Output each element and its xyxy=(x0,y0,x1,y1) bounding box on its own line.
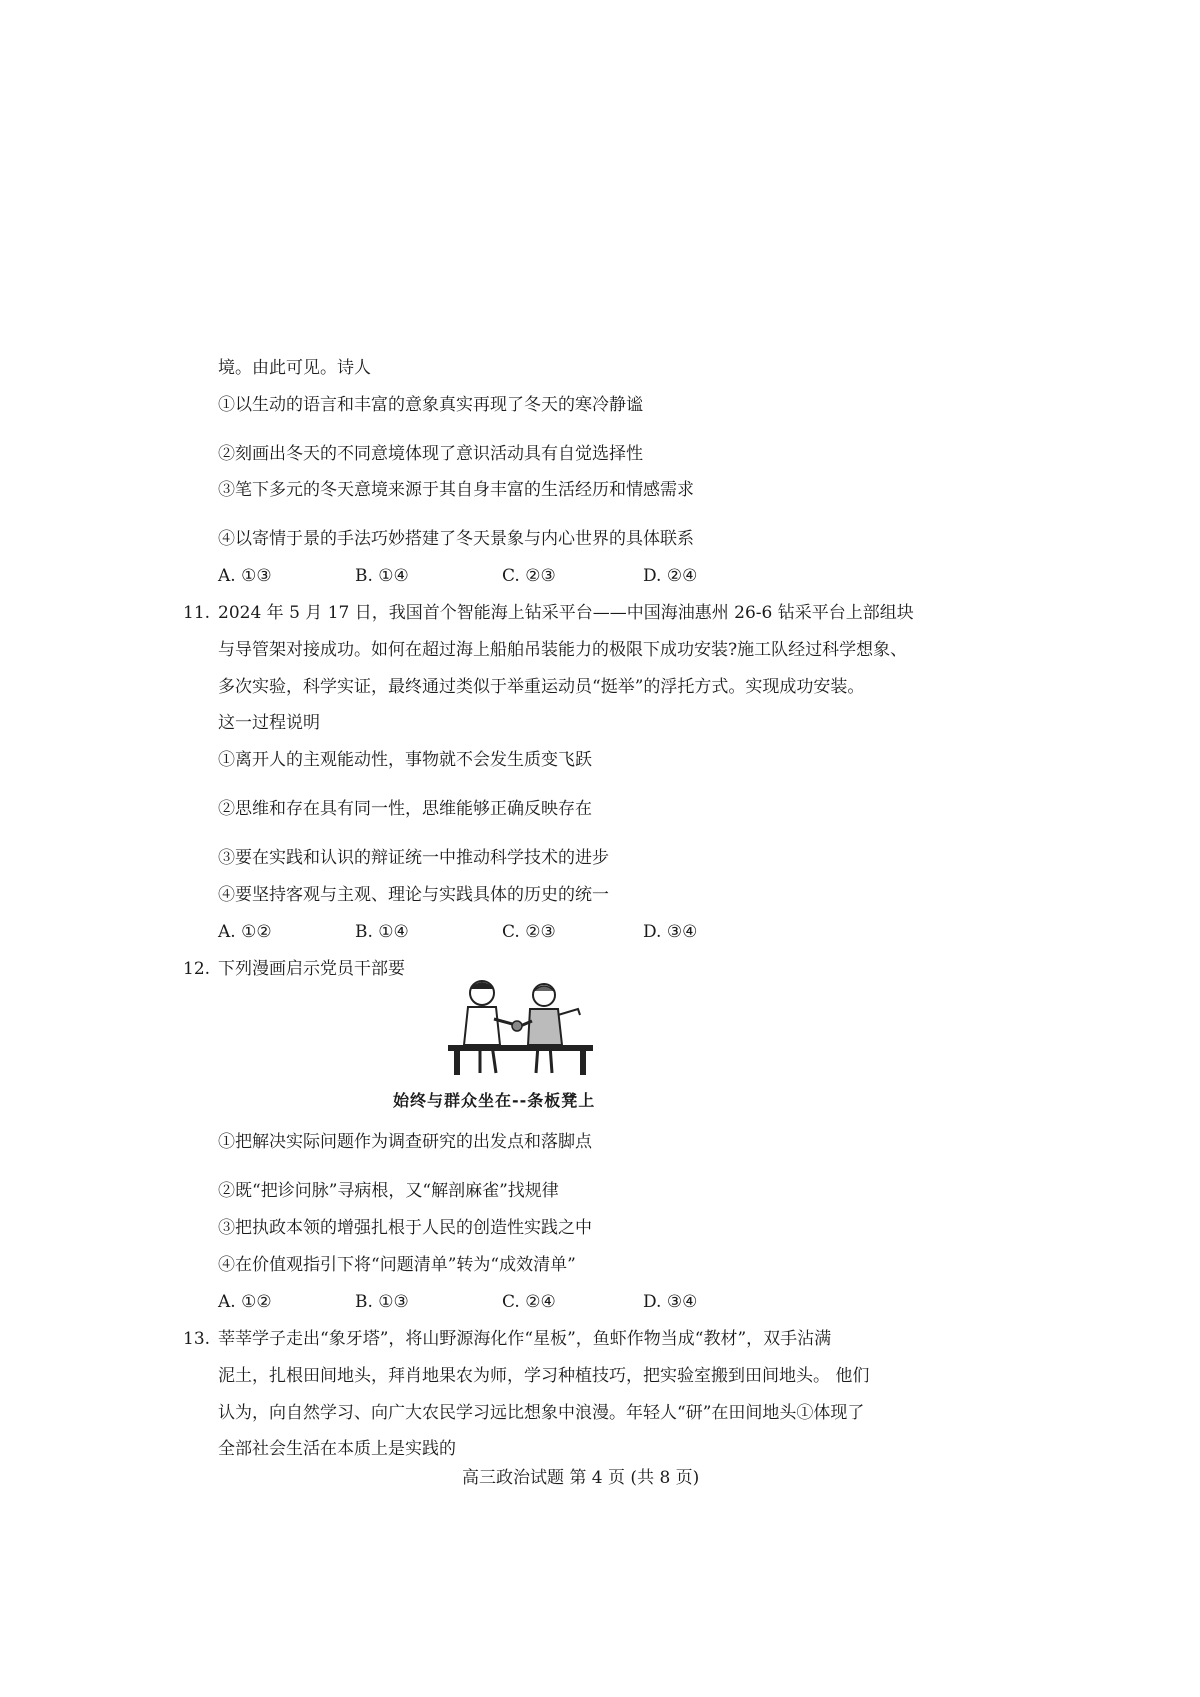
q11-stem-line: 这一过程说明 xyxy=(218,713,320,733)
q11-stem-line: 多次实验，科学实证，最终通过类似于举重运动员“挺举”的浮托方式。实现成功安装。 xyxy=(218,677,865,697)
cartoon-caption: 始终与群众坐在--条板凳上 xyxy=(393,1091,596,1110)
cadre-body xyxy=(464,1007,500,1045)
q12-number: 12. xyxy=(183,959,211,979)
q11-choice-4: ④要坚持客观与主观、理论与实践具体的历史的统一 xyxy=(218,885,609,905)
q12-option-c: C. ②④ xyxy=(502,1292,556,1312)
q11-option-a: A. ①② xyxy=(218,922,272,942)
q12-choice-4: ④在价值观指引下将“问题清单”转为“成效清单” xyxy=(218,1255,576,1275)
q11-option-c: C. ②③ xyxy=(502,922,556,942)
q11-choice-2: ②思维和存在具有同一性，思维能够正确反映存在 xyxy=(218,799,592,819)
q13-stem-line: 认为，向自然学习、向广大农民学习远比想象中浪漫。年轻人“研”在田间地头①体现了 xyxy=(218,1403,865,1423)
q13-stem-line: 全部社会生活在本质上是实践的 xyxy=(218,1439,456,1459)
cartoon-illustration xyxy=(440,975,600,1080)
q10-option-a: A. ①③ xyxy=(218,566,272,586)
q12-option-b: B. ①③ xyxy=(355,1292,409,1312)
q13-stem-line: 泥土，扎根田间地头，拜肖地果农为师，学习种植技巧，把实验室搬到田间地头。 他们 xyxy=(218,1366,870,1386)
q11-option-d: D. ③④ xyxy=(643,922,698,942)
q11-option-b: B. ①④ xyxy=(355,922,409,942)
page-footer: 高三政治试题 第 4 页 (共 8 页) xyxy=(462,1468,700,1488)
q10-option-c: C. ②③ xyxy=(502,566,556,586)
q13-stem-line: 莘莘学子走出“象牙塔”，将山野源海化作“星板”，鱼虾作物当成“教材”，双手沾满 xyxy=(218,1329,832,1349)
citizen-body xyxy=(528,1009,562,1045)
q13-number: 13. xyxy=(183,1329,211,1349)
q11-stem-line: 2024 年 5 月 17 日，我国首个智能海上钻采平台——中国海油惠州 26-6 钻采平台上部组块 xyxy=(218,603,914,623)
q10-option-b: B. ①④ xyxy=(355,566,409,586)
q10-option-d: D. ②④ xyxy=(643,566,698,586)
q10-choice-3: ③笔下多元的冬天意境来源于其自身丰富的生活经历和情感需求 xyxy=(218,480,694,500)
q12-option-a: A. ①② xyxy=(218,1292,272,1312)
q10-choice-4: ④以寄情于景的手法巧妙搭建了冬天景象与内心世界的具体联系 xyxy=(218,529,694,549)
q10-line: 境。由此可见。诗人 xyxy=(218,358,371,378)
q11-choice-3: ③要在实践和认识的辩证统一中推动科学技术的进步 xyxy=(218,848,609,868)
q11-stem-line: 与导管架对接成功。如何在超过海上船舶吊装能力的极限下成功安装?施工队经过科学想象、 xyxy=(218,640,908,660)
q12-choice-1: ①把解决实际问题作为调查研究的出发点和落脚点 xyxy=(218,1132,592,1152)
q10-choice-1: ①以生动的语言和丰富的意象真实再现了冬天的寒冷静谧 xyxy=(218,395,643,415)
q12-option-d: D. ③④ xyxy=(643,1292,698,1312)
q12-stem: 下列漫画启示党员干部要 xyxy=(218,959,405,979)
q11-number: 11. xyxy=(183,603,211,623)
q11-choice-1: ①离开人的主观能动性，事物就不会发生质变飞跃 xyxy=(218,750,592,770)
q10-choice-2: ②刻画出冬天的不同意境体现了意识活动具有自觉选择性 xyxy=(218,444,643,464)
q12-choice-3: ③把执政本领的增强扎根于人民的创造性实践之中 xyxy=(218,1218,592,1238)
bench-leg xyxy=(454,1051,460,1075)
q12-choice-2: ②既“把诊问脉”寻病根，又“解剖麻雀”找规律 xyxy=(218,1181,559,1201)
bench-leg xyxy=(580,1051,586,1075)
